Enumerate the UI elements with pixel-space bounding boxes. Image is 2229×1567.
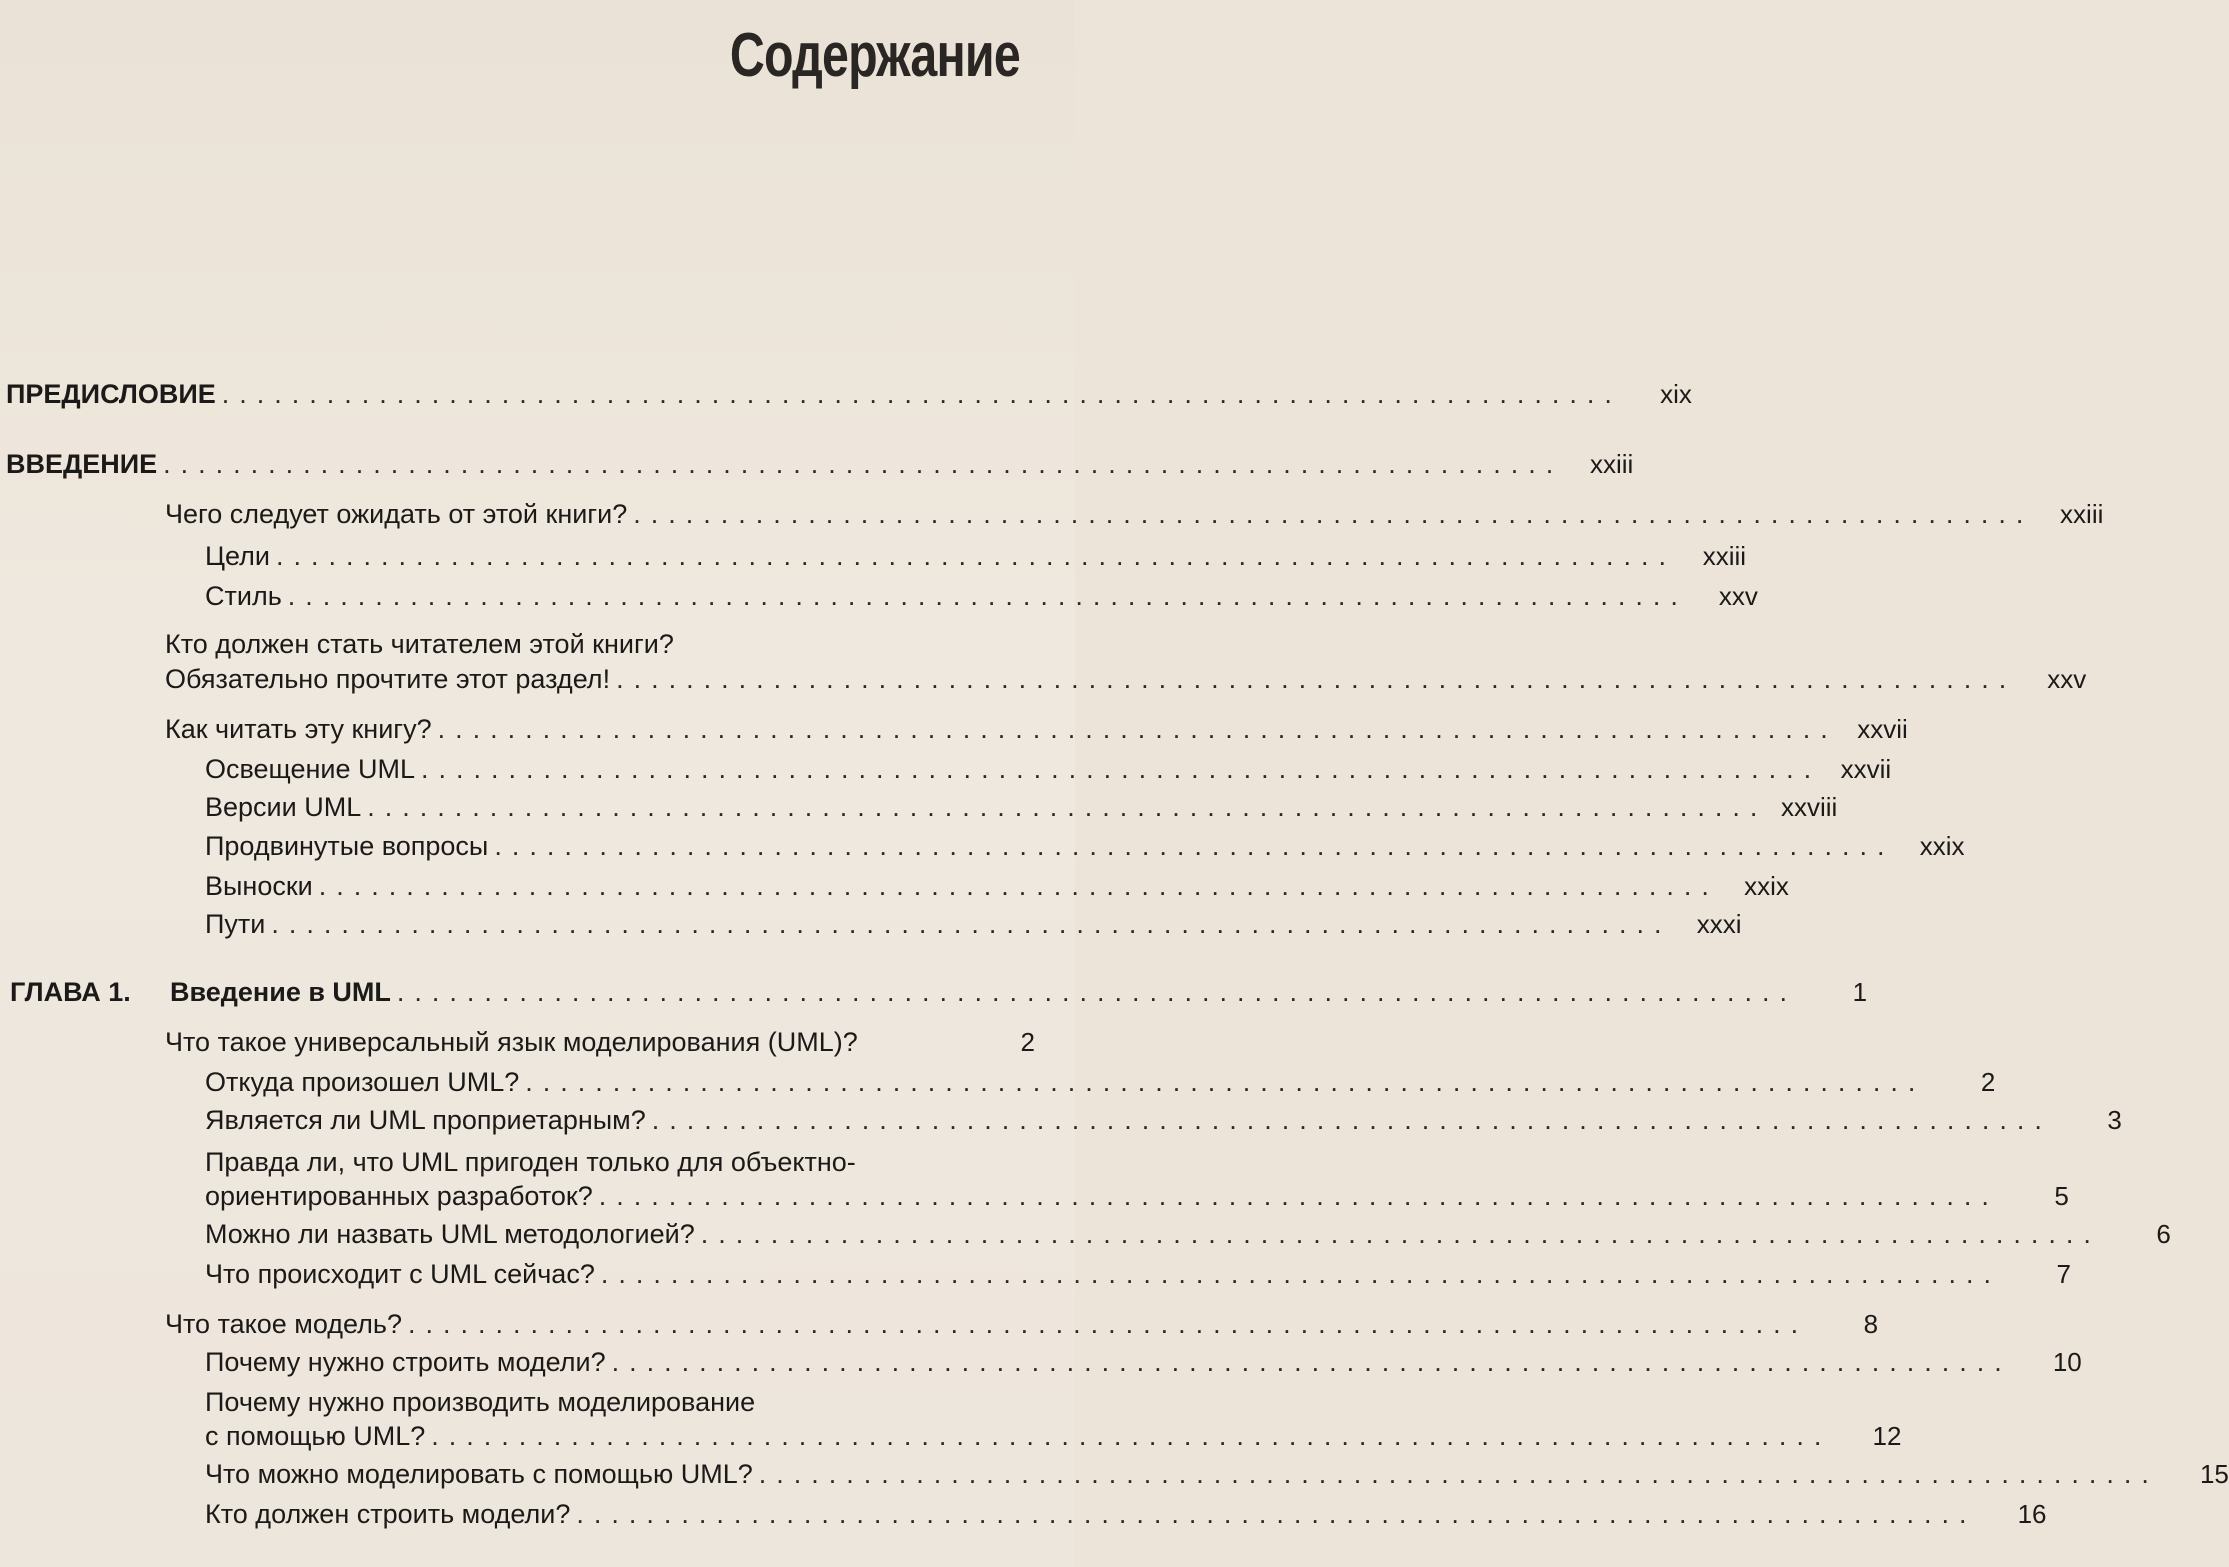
toc-entry-title: Введение в UML (170, 977, 391, 1007)
dot-leader: ................................................................................ (598, 1181, 1999, 1211)
toc-page-number: xxv (2047, 664, 2087, 694)
dot-leader: ................................................................................ (396, 977, 1798, 1007)
toc-entry-title: Версии UML (205, 792, 362, 822)
toc-entry (0, 745, 1892, 785)
toc-page-number: 2 (1020, 1027, 1035, 1057)
toc-page-number: xxiii (1702, 541, 1747, 571)
toc-entry-title: Пути (205, 909, 266, 939)
dot-leader: ................................................................................ (431, 1421, 1832, 1451)
toc-entry-title: ориентированных разработок? (205, 1181, 593, 1211)
dot-leader: ................................................................................ (421, 754, 1822, 784)
toc-entry-title: Обязательно прочтите этот раздел! (165, 664, 611, 694)
toc-entry-title: Что происходит с UML сейчас? (205, 1259, 595, 1289)
toc-page-number: 16 (2017, 1499, 2047, 1529)
dot-leader: ................................................................................ (633, 499, 2034, 529)
toc-entry (0, 1412, 1902, 1452)
dot-leader: ................................................................................ (318, 871, 1719, 901)
toc-entry-title: Освещение UML (205, 754, 416, 784)
toc-entry (0, 1210, 2171, 1250)
toc-page-number: 2 (1980, 1067, 1996, 1097)
toc-entry-title: Кто должен строить модели? (205, 1499, 571, 1529)
toc-entry (0, 572, 1758, 612)
dot-leader: ................................................................................ (271, 909, 1672, 939)
toc-page-number: 1 (1852, 977, 1868, 1007)
toc-entry-title: с помощью UML? (205, 1421, 426, 1451)
toc-entry-title: Как читать эту книгу? (165, 714, 432, 744)
toc-entry (0, 490, 2104, 530)
toc-page-number: xxvii (1857, 714, 1908, 744)
toc-page-number: xxvii (1840, 754, 1892, 784)
toc-entry-title: Стиль (205, 581, 282, 611)
toc-page-number: 8 (1863, 1309, 1879, 1339)
dot-leader: ................................................................................ (616, 664, 2017, 694)
toc-entry-title: Что такое универсальный язык моделирования (UML)? (165, 1027, 858, 1057)
dot-leader: ................................................................................ (494, 831, 1895, 861)
dot-leader: ................................................................................ (287, 581, 1688, 611)
dot-leader: ................................................................................ (275, 541, 1677, 571)
toc-entry (0, 532, 1747, 572)
toc-page-number: 12 (1872, 1421, 1902, 1451)
toc-entry-title: ПРЕДИСЛОВИЕ (6, 379, 216, 409)
toc-entry (0, 705, 1908, 745)
toc-entry (0, 440, 1634, 480)
toc-entry-title: Почему нужно строить модели? (205, 1347, 606, 1377)
toc-entry-title: Что такое модель? (165, 1309, 403, 1339)
toc-entry-title: Чего следует ожидать от этой книги? (165, 499, 628, 529)
toc-page-number: 5 (2054, 1181, 2069, 1211)
toc-entry-title: Что можно моделировать с помощью UML? (205, 1459, 753, 1489)
dot-leader: ................................................................................ (600, 1259, 2001, 1289)
toc-page-number: 6 (2156, 1219, 2171, 1249)
dot-leader: ................................................................................ (367, 792, 1768, 822)
toc-entry-title: Цели (205, 541, 270, 571)
toc-page-number: xxxi (1696, 909, 1742, 939)
toc-entry-title: Правда ли, что UML пригоден только для объектно- (205, 1147, 856, 1177)
dot-leader: ................................................................................ (651, 1105, 2052, 1135)
toc-entry (0, 900, 1742, 940)
toc-entry (0, 655, 2087, 695)
toc-entry (0, 783, 1838, 823)
toc-entry (0, 968, 1868, 1008)
toc-entry-title: Продвинутые вопросы (205, 831, 489, 861)
toc-entry (0, 1058, 1996, 1098)
toc-entry (0, 822, 1965, 862)
toc-entry-title: Почему нужно производить моделирование (205, 1387, 756, 1417)
toc-page-number: xxiii (1589, 449, 1634, 479)
toc-page-number: xxiii (2060, 499, 2104, 529)
page-title: Содержание (729, 21, 1020, 90)
dot-leader: ................................................................................ (408, 1309, 1809, 1339)
toc-entry (0, 1300, 1879, 1340)
toc-entry (0, 1018, 1035, 1058)
toc-entry (0, 620, 1035, 660)
dot-leader: ................................................................................ (576, 1499, 1977, 1529)
toc-page-number: xxviii (1781, 792, 1838, 822)
toc-page-number: xxix (1744, 871, 1789, 901)
dot-leader: ................................................................................ (221, 379, 1622, 409)
toc-entry (0, 1250, 2071, 1290)
toc-entry-title: Кто должен стать читателем этой книги? (165, 629, 674, 659)
toc-entry-title: Откуда произошел UML? (205, 1067, 520, 1097)
dot-leader: ................................................................................ (700, 1219, 2101, 1249)
toc-entry-title: Является ли UML проприетарным? (205, 1105, 646, 1135)
toc-entry (0, 1450, 2229, 1490)
toc-entry (0, 1172, 2069, 1212)
toc-page-number: 15 (2199, 1459, 2229, 1489)
toc-entry-title: Можно ли назвать UML методологией? (205, 1219, 695, 1249)
dot-leader: ................................................................................ (758, 1459, 2159, 1489)
toc-entry (0, 1490, 2047, 1530)
toc-page-number: xix (1660, 379, 1692, 409)
toc-page-number: xxix (1919, 831, 1965, 861)
toc-page-number: xxv (1718, 581, 1758, 611)
chapter-label: ГЛАВА 1. (10, 977, 131, 1007)
toc-entry-title: Выноски (205, 871, 313, 901)
toc-page-number: 10 (2052, 1347, 2082, 1377)
dot-leader: ................................................................................ (163, 449, 1564, 479)
dot-leader: ................................................................................ (525, 1067, 1926, 1097)
toc-entry (0, 1096, 2122, 1136)
dot-leader: ................................................................................ (611, 1347, 2012, 1377)
toc-page-number: 7 (2056, 1259, 2071, 1289)
toc-entry (0, 862, 1789, 902)
toc-entry (0, 1338, 2082, 1378)
toc-page-number: 3 (2107, 1105, 2122, 1135)
toc-entry-title: ВВЕДЕНИЕ (6, 449, 158, 479)
dot-leader: ................................................................................ (437, 714, 1838, 744)
toc-entry (0, 370, 1692, 410)
